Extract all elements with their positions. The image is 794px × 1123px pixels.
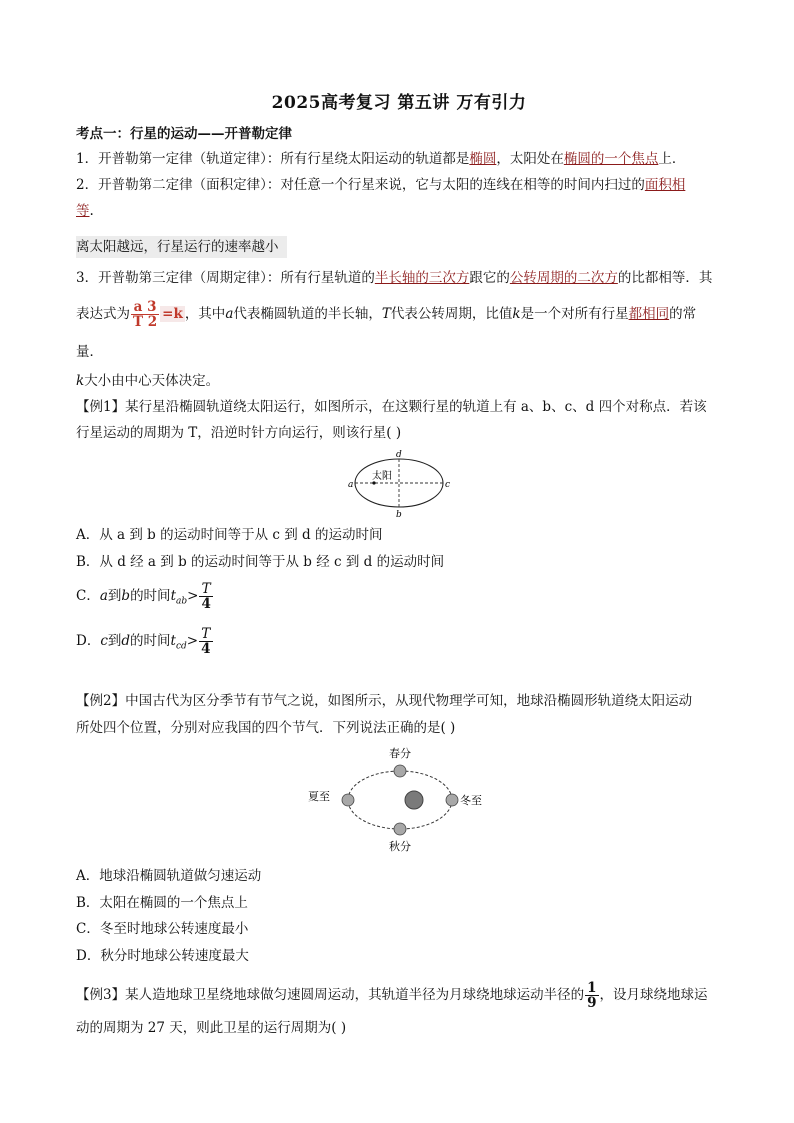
law2-answer-part1: 面积相 (644, 177, 686, 193)
kepler-law-3-end: 量． (76, 344, 103, 360)
option-c-gt: > (187, 588, 199, 604)
formula-denominator: T 2 (133, 314, 158, 330)
ex2-option-d: D．秋分时地球公转速度最大 (76, 948, 249, 964)
sun-disk (405, 791, 423, 809)
fraction-numerator: T (199, 627, 212, 642)
autumn-label: 秋分 (389, 840, 411, 853)
kepler-law-3-expression (76, 300, 696, 329)
option-d-text: 的时间 (130, 633, 171, 649)
option-c-var-a: a (99, 588, 108, 604)
earth-spring (394, 765, 406, 777)
ex2-option-c: C．冬至时地球公转速度最小 (76, 921, 249, 937)
ex1-stem-line1: 【例1】某行星沿椭圆轨道绕太阳运行，如图所示，在这颗行星的轨道上有 a、b、c、d 四个对称点．若该 (76, 399, 707, 415)
law1-text: 1．开普勒第一定律（轨道定律）：所有行星绕太阳运动的轨道都是 (76, 151, 470, 167)
sun-label: 太阳 (372, 471, 392, 482)
spring-label: 春分 (389, 747, 411, 760)
law3-answer-cube: 半长轴的三次方 (374, 270, 470, 286)
kepler-law-2 (76, 175, 685, 195)
var-k: k (512, 306, 521, 322)
ex2-option-b: B．太阳在椭圆的一个焦点上 (76, 895, 248, 911)
summer-label: 夏至 (308, 790, 330, 803)
ex3-fraction (585, 981, 598, 1010)
option-c-subscript: ab (176, 596, 188, 607)
option-d-label: D． (76, 633, 101, 649)
law3-text-mid: 跟它的 (469, 270, 510, 286)
formula-numerator: a 3 (131, 300, 159, 315)
law1-text-mid: ，太阳处在 (496, 151, 564, 167)
option-d-var-c: c (100, 633, 108, 649)
winter-label: 冬至 (460, 794, 482, 807)
point-c-label: c (445, 480, 451, 490)
earth-winter (446, 794, 458, 806)
section-heading: 考点一：行星的运动——开普勒定律 (76, 126, 292, 142)
option-d-to: 到 (107, 633, 122, 649)
var-T: T (381, 306, 391, 322)
ex1-option-a: A．从 a 到 b 的运动时间等于从 c 到 d 的运动时间 (76, 527, 383, 543)
earth-orbit (348, 771, 452, 829)
law3-answer-same: 都相同 (628, 306, 670, 322)
option-c-var-b: b (121, 588, 131, 604)
law2-text: 2．开普勒第二定律（面积定律）：对任意一个行星来说，它与太阳的连线在相等的时间内扫过的 (76, 177, 645, 193)
ex2-season-figure (304, 744, 504, 856)
fraction-denominator: 4 (201, 596, 211, 612)
point-d-label: d (396, 450, 402, 460)
ex3-text-end: ，设月球绕地球运 (599, 987, 708, 1003)
kepler-law-2-cont (76, 201, 94, 221)
law3-text: 3．开普勒第三定律（周期定律）：所有行星轨道的 (76, 270, 375, 286)
option-c-to: 到 (107, 588, 122, 604)
var-a: a (225, 306, 234, 322)
option-c-label: C． (76, 588, 100, 604)
law3-expr-label: 表达式为 (76, 306, 130, 322)
ex2-stem-line1: 【例2】中国古代为区分季节有节气之说，如图所示，从现代物理学可知，地球沿椭圆形轨道绕太阳运动 (76, 693, 693, 709)
option-c-fraction (199, 582, 212, 611)
law1-answer-ellipse: 椭圆 (469, 151, 497, 167)
option-d-fraction (199, 627, 212, 656)
option-d-subscript: cd (175, 641, 187, 652)
law1-text-end: 上． (658, 151, 686, 167)
ex3-text: 【例3】某人造地球卫星绕地球做匀速圆周运动，其轨道半径为月球绕地球运动半径的 (76, 987, 585, 1003)
law3-expr-text-5: 的常 (669, 306, 697, 322)
fraction-denominator: 4 (201, 641, 211, 657)
law2-answer-part2: 等 (76, 203, 90, 219)
ex1-stem-line2: 行星运动的周期为 T，沿逆时针方向运行，则该行星( ) (76, 425, 402, 441)
speed-note: 离太阳越远，行星运行的速率越小 (76, 236, 287, 258)
page-title: 2025高考复习 第五讲 万有引力 (271, 93, 527, 113)
k-note-var: k (76, 373, 85, 389)
ex3-stem-line2: 动的周期为 27 天，则此卫星的运行周期为( ) (76, 1020, 347, 1036)
law3-expr-text-2: 代表椭圆轨道的半长轴， (233, 306, 382, 322)
fraction-numerator: T (199, 582, 212, 597)
kepler-law-3 (76, 268, 712, 288)
option-c-text: 的时间 (130, 588, 171, 604)
law3-text-end: 的比都相等．其 (617, 270, 713, 286)
law3-expr-text-4: 是一个对所有行星 (520, 306, 629, 322)
point-a-label: a (348, 480, 354, 490)
ex2-option-a: A．地球沿椭圆轨道做匀速运动 (76, 868, 262, 884)
formula-equals-k: =k (162, 306, 183, 322)
ex1-option-c (76, 581, 214, 617)
option-d-gt: > (186, 633, 199, 649)
ex3-fraction-numerator: 1 (587, 980, 597, 996)
ex1-option-d (76, 626, 214, 662)
k-note-text: 大小由中心天体决定。 (84, 373, 220, 389)
law3-expr-text: ，其中 (184, 306, 226, 322)
option-d-var-d: d (121, 633, 131, 649)
option-c-var-t: t (170, 588, 176, 604)
ex2-stem-line2: 所处四个位置，分别对应我国的四个节气．下列说法正确的是( ) (76, 720, 456, 736)
ex3-stem-line1 (76, 980, 708, 1010)
law3-answer-square: 公转周期的二次方 (509, 270, 618, 286)
point-b-label: b (396, 510, 402, 520)
ex1-option-b: B．从 d 经 a 到 b 的运动时间等于从 b 经 c 到 d 的运动时间 (76, 554, 445, 570)
law3-expr-text-3: 代表公转周期，比值 (390, 306, 513, 322)
option-d-var-t: t (170, 633, 176, 649)
law3-formula-fraction (131, 300, 159, 329)
ex1-orbit-figure (344, 448, 454, 520)
law2-text-end: . (89, 203, 94, 219)
earth-summer (342, 794, 354, 806)
law1-answer-focus: 椭圆的一个焦点 (563, 151, 659, 167)
kepler-law-1 (76, 149, 685, 169)
earth-autumn (394, 823, 406, 835)
k-note (76, 371, 219, 391)
ex3-fraction-denominator: 9 (587, 995, 597, 1011)
